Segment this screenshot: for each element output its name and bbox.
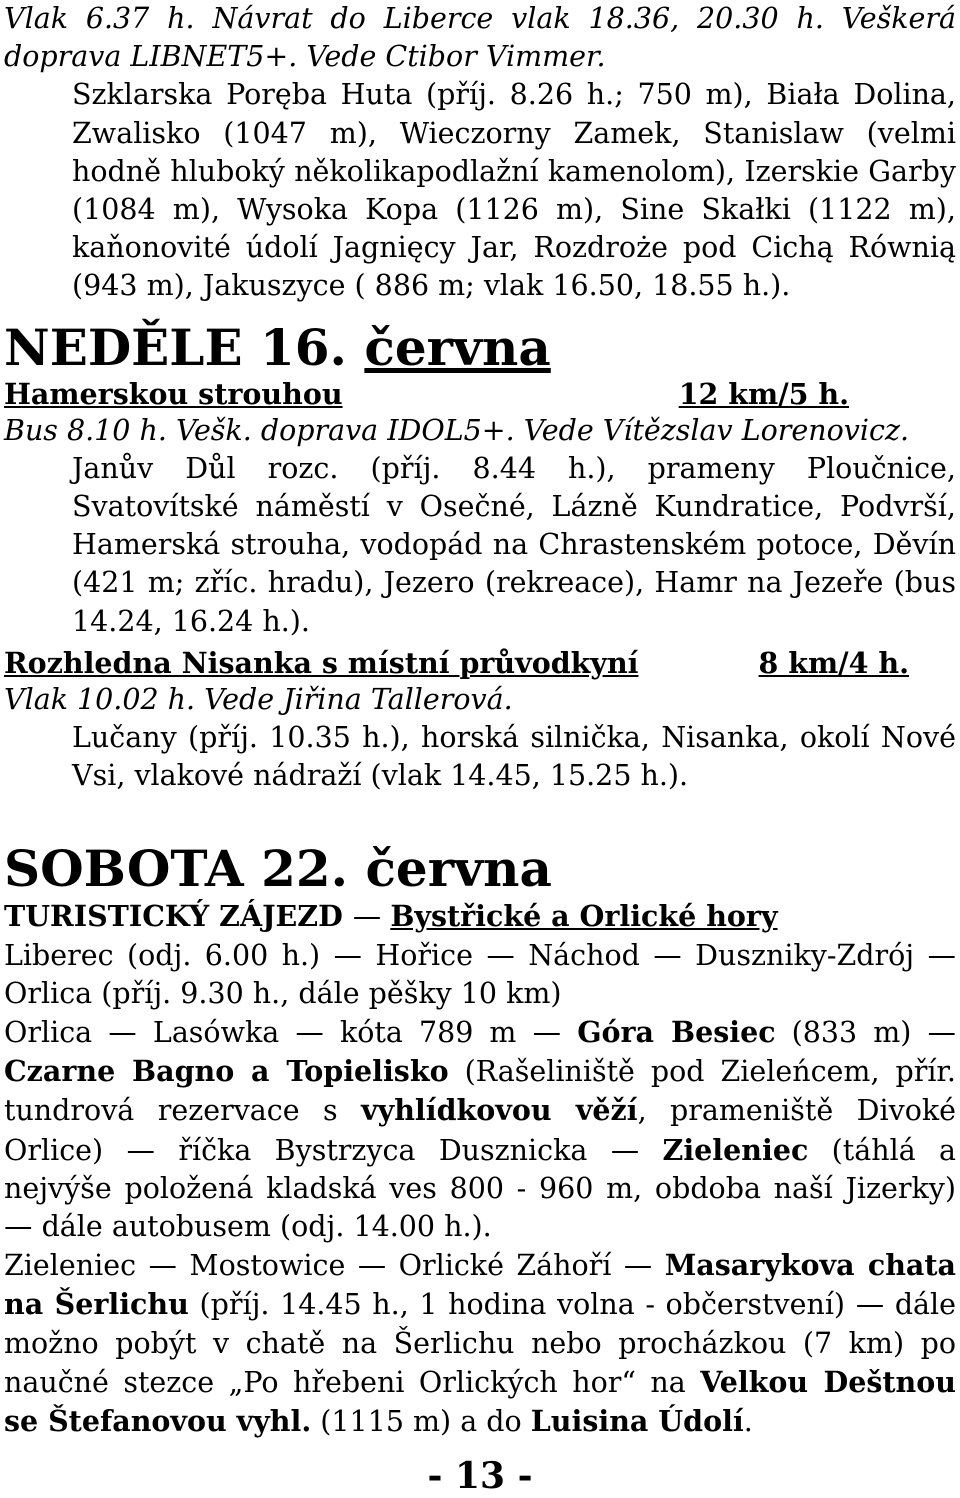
route-hiking-description: Orlica — Lasówka — kóta 789 m — Góra Besiec (833 m) — Czarne Bagno a Topielisko (Rašeliniště pod Zieleńcem, přír. tundrová rezervace s vyhlídkovou věží, prameniště Divoké Orlice) — říčka Bystrzyca Dusznicka — Zieleniec (táhlá a nejvýše položená kladská ves 800 - 960 m, obdoba naší Jizerky) — dále autobusem (odj. 14.00 h.). <box>4 1015 957 1244</box>
trip-type: TURISTICKÝ ZÁJEZD <box>4 899 343 934</box>
route-return-description: Zieleniec — Mostowice — Orlické Záhoří — Masarykova chata na Šerlichu (příj. 14.45 h., 1 hodina volna - občerstvení) — dále možno pobýt v chatě na Šerlichu nebo procházkou (7 km) po naučné stezce „Po hřebeni Orlických hor“ na Velkou Deštnou se Štefanovou vyhl. (1115 m) a do Luisina Údolí. <box>4 1248 957 1439</box>
day-heading-saturday: SOBOTA 22. června <box>4 839 552 899</box>
trip-distance: 12 km/5 h. <box>678 376 849 411</box>
day-heading-month: června <box>364 317 551 377</box>
trip-distance: 8 km/4 h. <box>758 645 909 680</box>
trip-title-nisanka <box>4 645 909 681</box>
saturday-trip-continuation <box>4 0 956 306</box>
route-line-bus: Liberec (odj. 6.00 h.) — Hořice — Náchod — Duszniky-Zdrój — <box>4 938 956 972</box>
day-heading-sunday <box>4 317 956 377</box>
trip-title-hamerskou <box>4 376 849 412</box>
trip-body-hamerskou <box>4 412 956 641</box>
trip-info-line: Vlak 10.02 h. Vede Jiřina Tallerová. <box>4 682 513 716</box>
trip-route-description: Lučany (příj. 10.35 h.), horská silnička, Nisanka, okolí Nové Vsi, vlakové nádraží (vlak 14.45, 15.25 h.). <box>72 721 956 793</box>
trip-name: Hamerskou strouhou <box>4 376 343 411</box>
trip-body-zajezd <box>4 937 956 1442</box>
trip-title-zajezd: TURISTICKÝ ZÁJEZD — Bystřické a Orlické hory <box>4 899 778 934</box>
trip-body-nisanka <box>4 681 956 796</box>
trip-name: Bystřické a Orlické hory <box>390 899 778 934</box>
trip-route-description: Janův Důl rozc. (příj. 8.44 h.), prameny Ploučnice, Svatovítské náměstí v Osečné, Lázně Kundratice, Podvrší, Hamerská strouha, vodopád na Chrastenském potoce, Děvín (421 m; zříc. hradu), Jezero (rekreace), Hamr na Jezeře (bus 14.24, 16.24 h.). <box>72 451 956 638</box>
day-heading-day: NEDĚLE 16. <box>4 317 347 377</box>
page-number: - 13 - <box>427 1455 533 1497</box>
trip-name: Rozhledna Nisanka s místní průvodkyní <box>4 645 639 680</box>
route-line-arrival: Orlica (příj. 9.30 h., dále pěšky 10 km) <box>4 976 562 1010</box>
trip-info-line: Bus 8.10 h. Vešk. doprava IDOL5+. Vede Vítězslav Lorenovicz. <box>4 413 910 447</box>
trip-route-description: Szklarska Poręba Huta (příj. 8.26 h.; 750 m), Biała Dolina, Zwalisko (1047 m), Wieczorny Zamek, Stanislaw (velmi hodně hluboký několikapodlažní kamenolom), Izerskie Garby (1084 m), Wysoka Kopa (1126 m), Sine Skałki (1122 m), kaňonovité údolí Jagnięcy Jar, Rozdroże pod Cichą Równią (943 m), Jakuszyce ( 886 m; vlak 16.50, 18.55 h.). <box>72 78 956 303</box>
trip-info-line: Vlak 6.37 h. Návrat do Liberce vlak 18.36, 20.30 h. Veškerá doprava LIBNET5+. Vede Ctibor Vimmer. <box>4 2 956 74</box>
